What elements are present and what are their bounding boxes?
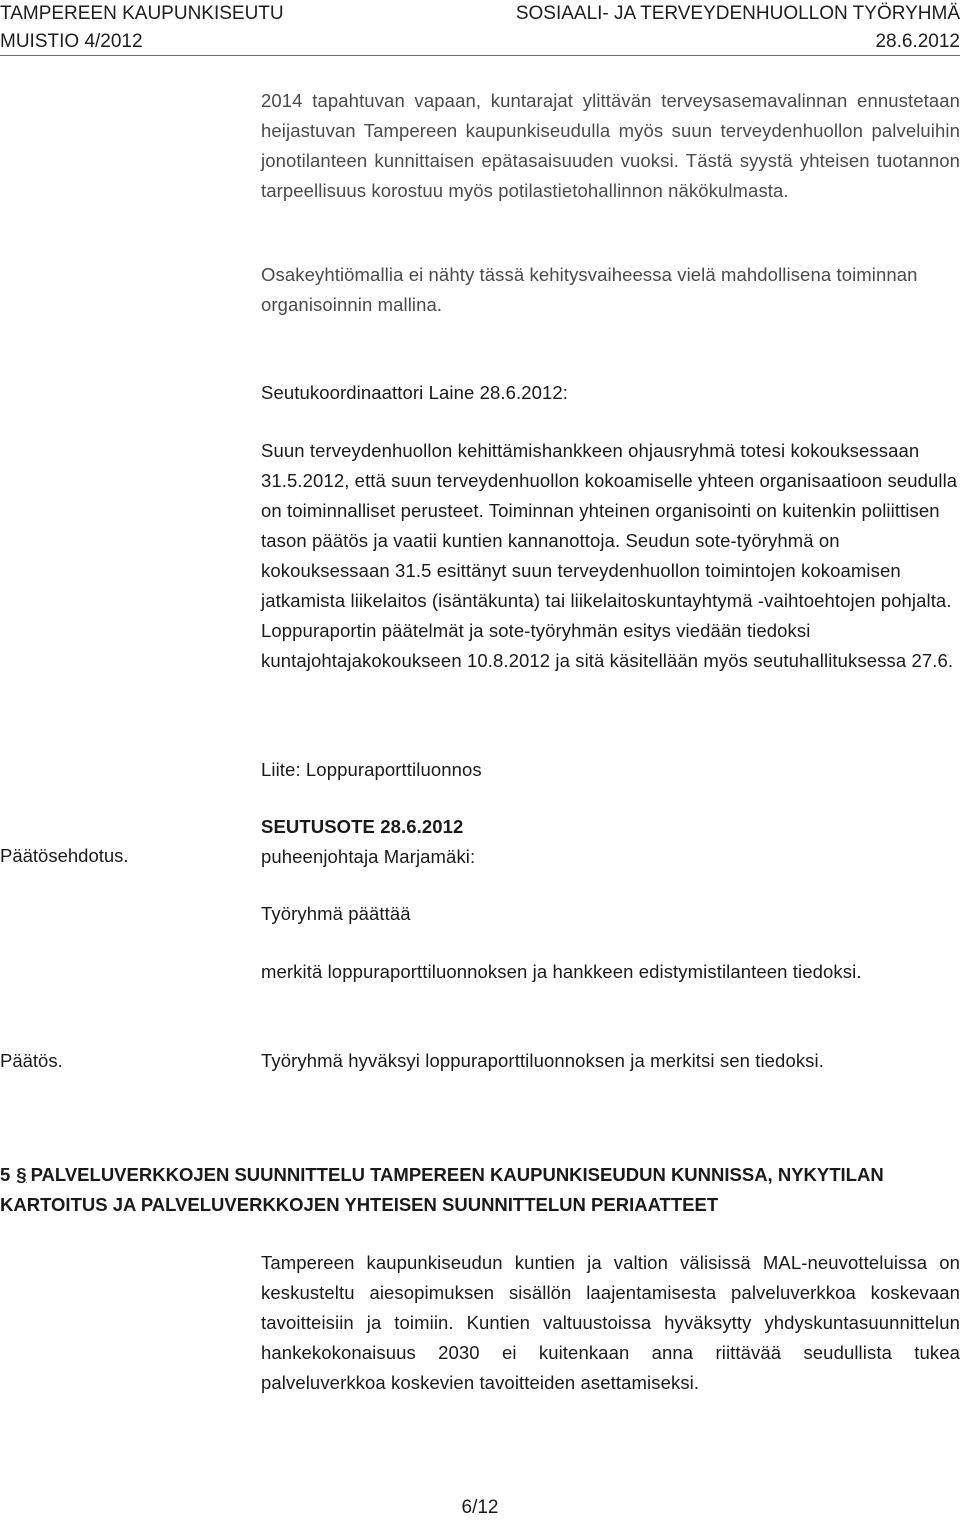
- decision-label: Päätös.: [0, 1050, 63, 1071]
- header-document-ref: MUISTIO 4/2012: [0, 31, 143, 52]
- header-row-bottom: [0, 30, 960, 54]
- header-organization: TAMPEREEN KAUPUNKISEUTU: [0, 3, 284, 24]
- paragraph-mal-neuvottelut: Tampereen kaupunkiseudun kuntien ja valtion välisissä MAL-neuvotteluissa on keskusteltu aiesopimuksen sisällön laajentamisesta palveluverkkoa koskevaan tavoitteisiin ja toimiin. Kuntien valtuustoissa hyväksytty yhdyskuntasuunnittelun hankekokonaisuus 2030 ei kuitenkaan anna riittävää seudullista tukea palveluverkkoa koskevien tavoitteiden asettamiseksi.: [261, 1252, 960, 1393]
- decision-text: Työryhmä hyväksyi loppuraporttiluonnoksen ja merkitsi sen tiedoksi.: [261, 1050, 824, 1071]
- paragraph-osakeyhtiomalli: Osakeyhtiömallia ei nähty tässä kehitysvaiheessa vielä mahdollisena toiminnan organisoinnin mallina.: [261, 264, 918, 315]
- attachment-line: Liite: Loppuraporttiluonnos: [261, 759, 482, 780]
- group-decides: Työryhmä päättää: [261, 903, 411, 924]
- header-date: 28.6.2012: [875, 31, 960, 52]
- header-divider: [0, 55, 960, 56]
- proposal-text: merkitä loppuraporttiluonnoksen ja hankkeen edistymistilanteen tiedoksi.: [261, 961, 862, 982]
- chair-line: puheenjohtaja Marjamäki:: [261, 846, 476, 867]
- section-title: PALVELUVERKKOJEN SUUNNITTELU TAMPEREEN KAUPUNKISEUDUN KUNNISSA, NYKYTILAN KARTOITUS JA PALVELUVERKKOJEN YHTEISEN SUUNNITTELUN PERIAATTEET: [0, 1164, 884, 1215]
- section-number: 5: [0, 1164, 11, 1185]
- page-number: 6/12: [461, 1497, 499, 1518]
- paragraph-terveysasemavalinta: 2014 tapahtuvan vapaan, kuntarajat ylittävän terveysasemavalinnan ennustetaan heijastuvan Tampereen kaupunkiseudulla myös suun terveydenhuollon palveluihin jonotilanteen kunnittaisen epätasaisuuden vuoksi. Tästä syystä yhteisen tuotannon tarpeellisuus korostuu myös potilastietohallinnon näkökulmasta.: [261, 90, 960, 201]
- seutusote-heading: SEUTUSOTE 28.6.2012: [261, 816, 464, 837]
- seutusote-block: [261, 812, 960, 872]
- header-row-top: [0, 2, 960, 26]
- coordinator-heading: Seutukoordinaattori Laine 28.6.2012:: [261, 382, 569, 403]
- paragraph-ohjausryhma: Suun terveydenhuollon kehittämishankkeen ohjausryhmä totesi kokouksessaan 31.5.2012, että suun terveydenhuollon kokoamiselle yhteen organisaatioon seudulla on toiminnalliset perusteet. Toiminnan yhteinen organisointi on kuitenkin poliittisen tason päätös ja vaatii kuntien kannanottoja. Seudun sote-työryhmä on kokouksessaan 31.5 esittänyt suun terveydenhuollon toimintojen kokoamisen jatkamista liikelaitos (isäntäkunta) tai liikelaitoskuntayhtymä -vaihtoehtojen pohjalta. Loppuraportin päätelmät ja sote-työryhmän esitys viedään tiedoksi kuntajohtajakokoukseen 10.8.2012 ja sitä käsitellään myös seutuhallituksessa 27.6.: [261, 440, 958, 671]
- proposal-label: Päätösehdotus.: [0, 845, 129, 866]
- header-working-group: SOSIAALI- JA TERVEYDENHUOLLON TYÖRYHMÄ: [515, 3, 960, 24]
- section-anchor[interactable]: §: [16, 1164, 27, 1185]
- section-heading: [0, 1160, 960, 1220]
